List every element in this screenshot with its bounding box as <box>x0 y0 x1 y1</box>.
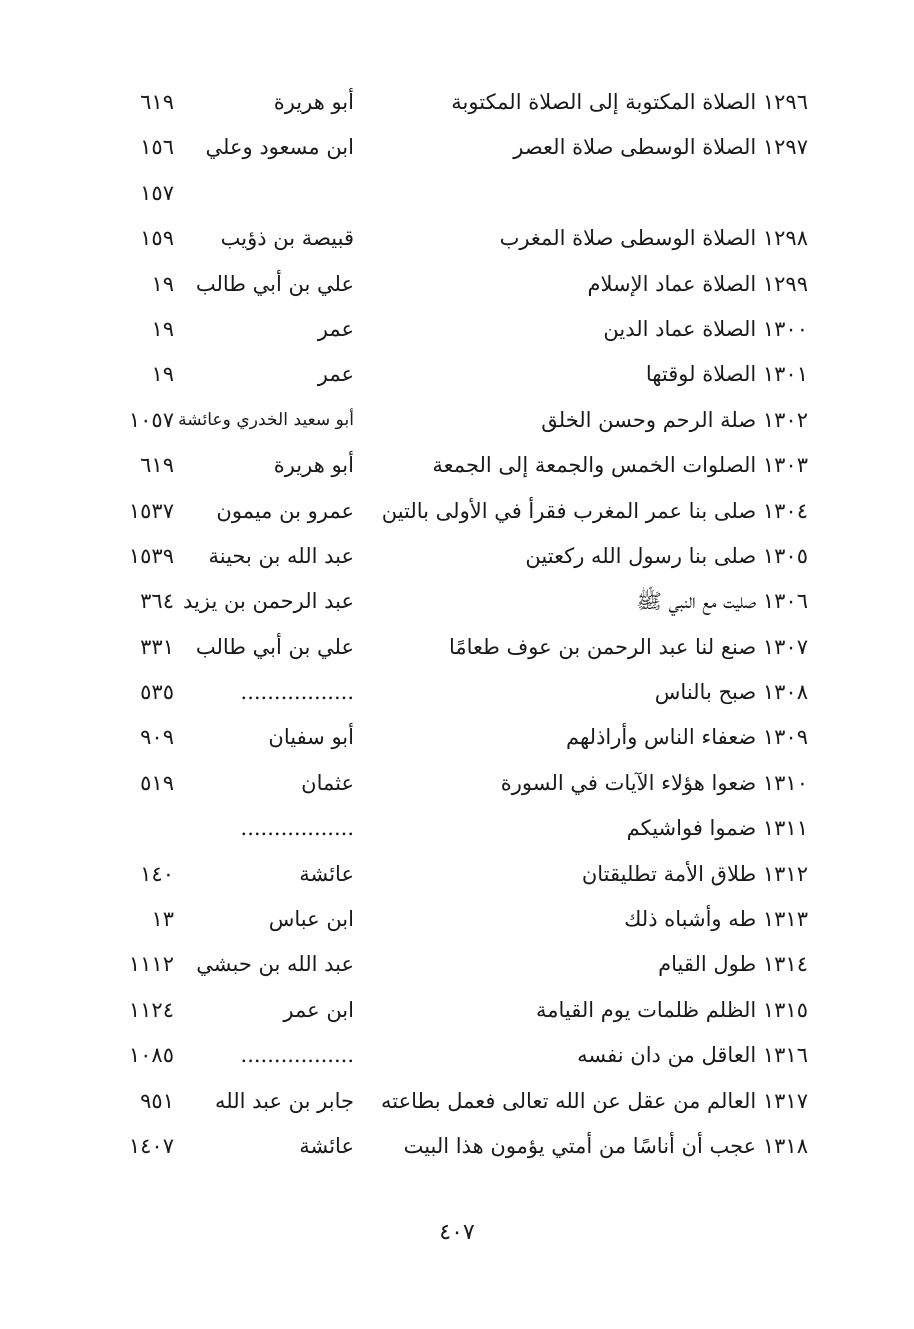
entry-page-number: ١٥٣٧ <box>128 498 174 523</box>
entry-text: ١٣٠٦ صليت مع النبي ﷺ <box>636 589 808 614</box>
index-entry <box>0 1034 914 1079</box>
entry-page-number: ١٠٨٥ <box>128 1043 174 1068</box>
entry-narrator: علي بن أبي طالب <box>195 634 354 659</box>
hadith-index-list <box>0 81 914 1170</box>
index-entry <box>0 716 914 761</box>
entry-text: ١٣١٢ طلاق الأمة تطليقتان <box>581 861 808 886</box>
entry-text: ١٣١٧ العالم من عقل عن الله تعالى فعمل بطاعته <box>380 1088 808 1113</box>
entry-page-number: ١٥٣٩ <box>128 543 174 568</box>
index-entry <box>0 535 914 580</box>
entry-page-number: ١٥٩ <box>140 226 174 251</box>
index-entry <box>0 399 914 444</box>
index-entry <box>0 444 914 489</box>
index-entry <box>0 1125 914 1170</box>
entry-page-number: ٣٦٤ <box>140 589 174 614</box>
entry-narrator: علي بن أبي طالب <box>195 271 354 296</box>
entry-text: ١٢٩٨ الصلاة الوسطى صلاة المغرب <box>499 226 808 251</box>
page-number: ٤٠٧ <box>439 1220 475 1245</box>
index-entry <box>0 807 914 852</box>
entry-page-number: ١٩ <box>151 271 174 296</box>
entry-page-number: ٦١٩ <box>140 90 174 114</box>
entry-text: ١٣٠٤ صلى بنا عمر المغرب فقرأ في الأولى بالتين <box>381 498 808 523</box>
entry-narrator: قبيصة بن ذؤيب <box>220 226 354 251</box>
index-entry <box>0 308 914 353</box>
entry-page-number: ١١٢٤ <box>128 997 174 1022</box>
entry-page-number: ١٩ <box>151 362 174 387</box>
entry-text: ١٢٩٩ الصلاة عماد الإسلام <box>587 271 808 296</box>
entry-narrator: أبو سفيان <box>268 725 354 750</box>
entry-narrator: أبو سعيد الخدري وعائشة <box>178 409 354 430</box>
entry-text: ١٣١٦ العاقل من دان نفسه <box>577 1043 808 1068</box>
entry-page-number: ٩٥١ <box>140 1088 174 1113</box>
entry-text: ١٣٠٨ صبح بالناس <box>654 680 808 705</box>
index-entry <box>0 353 914 398</box>
index-entry <box>0 1080 914 1125</box>
entry-page-number: ١٠٥٧ <box>128 407 174 432</box>
entry-page-number: ١١١٢ <box>128 952 174 977</box>
index-entry <box>0 943 914 988</box>
entry-text: ١٢٩٧ الصلاة الوسطى صلاة العصر <box>513 135 808 160</box>
entry-narrator: أبو هريرة <box>273 90 354 114</box>
index-entry <box>0 898 914 943</box>
entry-page-number: ٥٣٥ <box>140 680 174 705</box>
entry-text: ١٣٠٣ الصلوات الخمس والجمعة إلى الجمعة <box>432 453 808 478</box>
index-entry <box>0 172 914 217</box>
entry-narrator: ................. <box>240 816 354 841</box>
entry-narrator: عمر <box>317 362 354 387</box>
entry-narrator: عبد الله بن حبشي <box>196 952 354 977</box>
entry-narrator: ................. <box>240 1043 354 1068</box>
entry-text: ١٣٠٢ صلة الرحم وحسن الخلق <box>541 407 808 432</box>
entry-page-number: ١٣ <box>151 907 174 932</box>
entry-narrator: ................. <box>240 680 354 705</box>
entry-narrator: ابن عباس <box>268 907 354 932</box>
entry-text: ١٣٠٩ ضعفاء الناس وأراذلهم <box>566 725 808 750</box>
entry-text: ١٣٠٥ صلى بنا رسول الله ركعتين <box>525 543 808 568</box>
entry-page-number: ٥١٩ <box>140 770 174 795</box>
entry-narrator: عمر <box>317 316 354 341</box>
entry-text: ١٣١١ ضموا فواشيكم <box>626 816 808 841</box>
entry-text: ١٣٠١ الصلاة لوقتها <box>645 362 808 387</box>
entry-text: ١٣١٨ عجب أن أناسًا من أمتي يؤمون هذا البيت <box>403 1133 808 1158</box>
entry-narrator: ابن عمر <box>283 997 354 1022</box>
index-entry <box>0 626 914 671</box>
entry-page-number: ١٩ <box>151 316 174 341</box>
index-entry <box>0 81 914 126</box>
entry-text: ١٢٩٦ الصلاة المكتوبة إلى الصلاة المكتوبة <box>451 90 808 114</box>
entry-narrator: عائشة <box>299 1133 354 1158</box>
entry-page-number: ١٤٠ <box>140 861 174 886</box>
entry-narrator: عمرو بن ميمون <box>216 498 354 523</box>
entry-narrator: عبد الرحمن بن يزيد <box>183 589 354 614</box>
entry-narrator: عبد الله بن بحينة <box>208 543 354 568</box>
entry-page-number: ١٤٠٧ <box>128 1133 174 1158</box>
index-entry <box>0 490 914 535</box>
entry-text: ١٣١٠ ضعوا هؤلاء الآيات في السورة <box>500 770 808 795</box>
entry-page-number: ١٥٦ <box>140 135 174 160</box>
entry-text: ١٣١٣ طه وأشباه ذلك <box>624 907 808 932</box>
entry-narrator: جابر بن عبد الله <box>214 1088 354 1113</box>
index-entry <box>0 989 914 1034</box>
entry-page-number: ٦١٩ <box>140 453 174 478</box>
index-entry <box>0 671 914 716</box>
index-entry <box>0 217 914 262</box>
entry-text: ١٣٠٠ الصلاة عماد الدين <box>603 316 808 341</box>
entry-page-number: ٩٠٩ <box>140 725 174 750</box>
index-entry <box>0 580 914 625</box>
entry-narrator: عائشة <box>299 861 354 886</box>
index-entry <box>0 853 914 898</box>
entry-text: ١٣١٤ طول القيام <box>658 952 808 977</box>
entry-text: ١٣١٥ الظلم ظلمات يوم القيامة <box>536 997 808 1022</box>
entry-narrator: عثمان <box>301 770 354 795</box>
entry-narrator: ابن مسعود وعلي <box>205 135 354 160</box>
entry-narrator: أبو هريرة <box>273 453 354 478</box>
index-entry <box>0 263 914 308</box>
entry-text: ١٣٠٧ صنع لنا عبد الرحمن بن عوف طعامًا <box>448 634 808 659</box>
index-entry <box>0 762 914 807</box>
entry-page-number: ١٥٧ <box>140 180 174 205</box>
entry-page-number: ٣٣١ <box>140 634 174 659</box>
index-entry <box>0 126 914 171</box>
